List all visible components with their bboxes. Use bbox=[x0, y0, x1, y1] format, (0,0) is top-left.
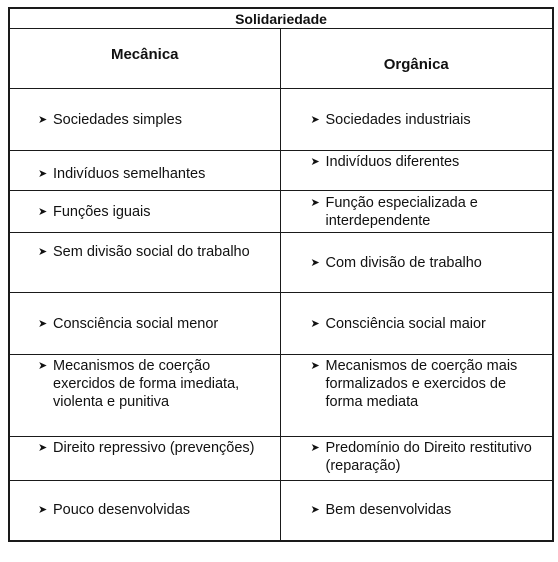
table-row bbox=[9, 481, 553, 541]
table-cell-right bbox=[280, 481, 553, 541]
column-header-organica bbox=[280, 29, 553, 89]
cell-text: Bem desenvolvidas bbox=[325, 502, 452, 519]
arrowhead-bullet-icon: ➤ bbox=[310, 113, 320, 126]
arrowhead-bullet-icon: ➤ bbox=[310, 156, 320, 168]
table-cell-left bbox=[9, 151, 280, 191]
table-cell-left bbox=[9, 355, 280, 437]
arrowhead-bullet-icon: ➤ bbox=[310, 442, 320, 454]
arrowhead-bullet-icon: ➤ bbox=[38, 317, 48, 330]
arrowhead-bullet-icon: ➤ bbox=[38, 205, 48, 218]
table-cell-left bbox=[9, 233, 280, 293]
cell-text: Indivíduos semelhantes bbox=[53, 165, 206, 182]
table-cell-left bbox=[9, 293, 280, 355]
column-header-label: Orgânica bbox=[383, 56, 449, 73]
cell-text: Pouco desenvolvidas bbox=[53, 502, 191, 519]
arrowhead-bullet-icon: ➤ bbox=[310, 317, 320, 330]
cell-text: Consciência social menor bbox=[53, 315, 219, 332]
arrowhead-bullet-icon: ➤ bbox=[38, 113, 48, 126]
arrowhead-bullet-icon: ➤ bbox=[38, 504, 48, 517]
solidariedade-table bbox=[8, 7, 554, 542]
table-row bbox=[9, 233, 553, 293]
column-header-mecanica bbox=[9, 29, 280, 89]
arrowhead-bullet-icon: ➤ bbox=[310, 504, 320, 517]
table-row bbox=[9, 191, 553, 233]
table-title-row bbox=[9, 8, 553, 29]
table-header-row bbox=[9, 29, 553, 89]
arrowhead-bullet-icon: ➤ bbox=[38, 246, 48, 258]
table-row bbox=[9, 151, 553, 191]
arrowhead-bullet-icon: ➤ bbox=[310, 256, 320, 269]
cell-text: Com divisão de trabalho bbox=[325, 254, 482, 271]
cell-text: Função especializada e interdependente bbox=[325, 194, 478, 229]
cell-text: Predomínio do Direito restitutivo (reparação) bbox=[325, 440, 532, 474]
table-cell-left bbox=[9, 481, 280, 541]
table-cell-right bbox=[280, 233, 553, 293]
column-header-label: Mecânica bbox=[110, 46, 179, 63]
table-title: Solidariedade bbox=[9, 8, 553, 29]
table-row bbox=[9, 437, 553, 481]
arrowhead-bullet-icon: ➤ bbox=[38, 360, 48, 372]
cell-text: Sociedades industriais bbox=[325, 111, 471, 128]
arrowhead-bullet-icon: ➤ bbox=[310, 360, 320, 372]
table-cell-right bbox=[280, 293, 553, 355]
table-cell-right bbox=[280, 151, 553, 191]
arrowhead-bullet-icon: ➤ bbox=[38, 442, 48, 454]
table-row bbox=[9, 293, 553, 355]
table-cell-left bbox=[9, 437, 280, 481]
cell-text: Sociedades simples bbox=[53, 111, 182, 128]
cell-text: Funções iguais bbox=[53, 203, 151, 220]
table-cell-left bbox=[9, 89, 280, 151]
cell-text: Sem divisão social do trabalho bbox=[53, 244, 250, 260]
arrowhead-bullet-icon: ➤ bbox=[38, 167, 48, 180]
cell-text: Consciência social maior bbox=[325, 315, 486, 332]
table-row bbox=[9, 355, 553, 437]
table-cell-right bbox=[280, 437, 553, 481]
table-cell-right bbox=[280, 89, 553, 151]
table-cell-right bbox=[280, 191, 553, 233]
cell-text: Indivíduos diferentes bbox=[325, 154, 460, 170]
table-cell-left bbox=[9, 191, 280, 233]
cell-text: Direito repressivo (prevenções) bbox=[53, 440, 255, 456]
table-cell-right bbox=[280, 355, 553, 437]
cell-text: Mecanismos de coerção mais formalizados e exercidos de forma mediata bbox=[325, 358, 518, 410]
arrowhead-bullet-icon: ➤ bbox=[310, 196, 320, 209]
table-row bbox=[9, 89, 553, 151]
cell-text: Mecanismos de coerção exercidos de forma imediata, violenta e punitiva bbox=[53, 358, 240, 410]
